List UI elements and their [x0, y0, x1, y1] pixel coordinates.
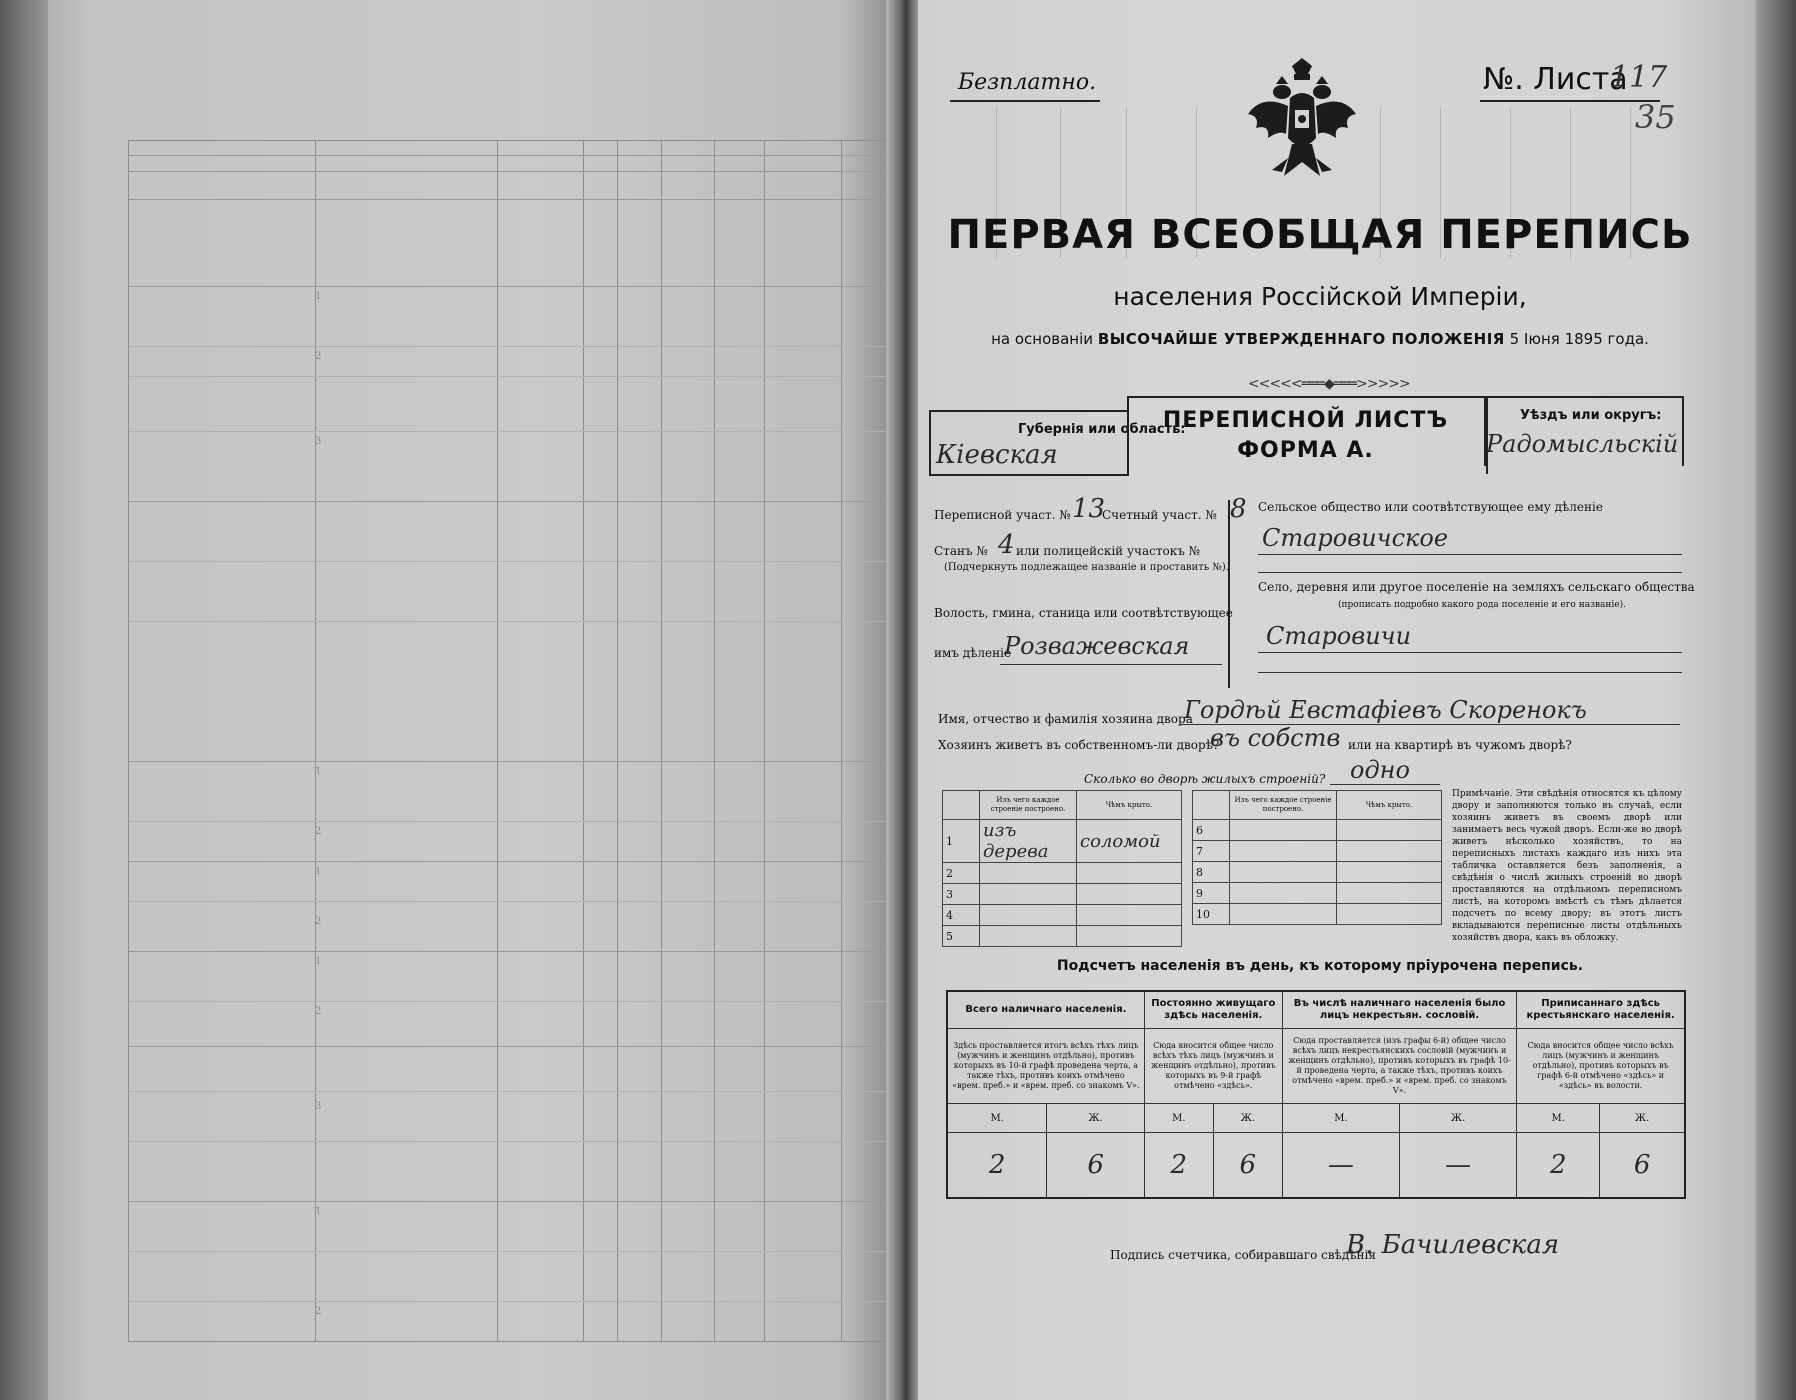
row-number: 2 [315, 1306, 322, 1317]
table-row: 8 [1193, 862, 1442, 883]
sheet-number-handwritten: 117 [1610, 60, 1668, 95]
free-label: Безплатно. [958, 70, 1097, 95]
row-number: 2 [315, 826, 322, 837]
stan-value: 4 [998, 530, 1015, 560]
row-number: 3 [315, 436, 322, 447]
selo-label: Село, деревня или другое поселеніе на земляхъ сельскаго общества [1258, 580, 1695, 594]
count-nonpeasant-m: — [1282, 1133, 1399, 1199]
volost-value: Розважевская [1004, 632, 1190, 660]
stan-suffix: или полицейскій участокъ № [1016, 544, 1201, 558]
stan-label: Станъ № [934, 544, 988, 558]
buildings-label: Сколько во дворѣ жилыхъ строеній? [1084, 772, 1326, 786]
buildings-table-left: Изъ чего каждое строеніе построено. Чѣмъ крыто. 1 изъ дерева соломой 2 3 4 5 [942, 790, 1182, 947]
note-text: Примѣчаніе. Эти свѣдѣнія относятся къ цѣлому двору и заполняются только въ случаѣ, если хозяинъ живетъ въ своемъ дворѣ или занимаетъ весь чужой дворъ. Если-же во дворѣ живетъ нѣсколько хозяйствъ, то на переписныхъ листахъ каждаго изъ нихъ эта табличка оставляется безъ заполненія, а свѣдѣнія о числѣ жилыхъ строеній во дворѣ проставляются на отдѣльномъ переписномъ листѣ, на которомъ вмѣстѣ съ тѣмъ дѣлается подсчетъ по всему двору; въ этотъ листъ вкладываются переписные листы отдѣльныхъ хозяйствъ двора, какъ въ обложку. [1452, 789, 1682, 943]
table-row: 7 [1193, 841, 1442, 862]
count-registered-m: 2 [1517, 1133, 1600, 1199]
double-headed-eagle-emblem [1242, 58, 1362, 188]
right-page-edge [1756, 0, 1796, 1400]
perepis-uch-label: Переписной участ. № [934, 508, 1071, 522]
stan-note: (Подчеркнуть подлежащее названіе и проставить №). [944, 562, 1229, 573]
lives-value: въ собств [1210, 724, 1341, 752]
table-row: 1 изъ дерева соломой [943, 820, 1182, 863]
form-title: ПЕРЕПИСНОЙ ЛИСТЪ ФОРМА А. [1162, 408, 1449, 463]
row-number: 1 [315, 766, 322, 777]
buildings-value: одно [1350, 756, 1410, 784]
row-number: 2 [315, 916, 322, 927]
owner-label: Имя, отчество и фамилія хозяина двора [938, 712, 1193, 726]
table-row: 5 [943, 926, 1182, 947]
volost-label-2: имъ дѣленіе [934, 646, 1012, 660]
gubernia-value: Кіевская [936, 440, 1058, 470]
table-row: 2 [943, 863, 1182, 884]
count-nonpeasant-f: — [1400, 1133, 1517, 1199]
lives-label: Хозяинъ живетъ въ собственномъ-ли дворѣ? [938, 738, 1220, 752]
row-number: 1 [315, 1206, 322, 1217]
ornament-divider: <<<<<═══◆═══>>>>> [1248, 376, 1410, 392]
sheet-number-label: №. Листа [1483, 62, 1628, 97]
obshchestvo-value: Старовичское [1262, 524, 1449, 552]
legal-basis: на основаніи ВЫСОЧАЙШЕ УТВЕРЖДЕННАГО ПОЛОЖЕНІЯ 5 Іюня 1895 года. [991, 330, 1649, 348]
schetny-uch-label: Счетный участ. № [1102, 508, 1217, 522]
left-page-edge [0, 0, 48, 1400]
fields-divider [1228, 500, 1230, 688]
page-title: ПЕРВАЯ ВСЕОБЩАЯ ПЕРЕПИСЬ [947, 212, 1693, 258]
left-page-table [128, 140, 892, 1342]
perepis-uch-value: 13 [1072, 494, 1106, 524]
selo-value: Старовичи [1266, 622, 1412, 650]
table-row: 3 [943, 884, 1182, 905]
row-number: 1 [315, 956, 322, 967]
page-subtitle: населения Россійской Имперіи, [1113, 282, 1527, 311]
count-permanent-f: 6 [1213, 1133, 1282, 1199]
row-number: 1 [315, 291, 322, 302]
sheet-number-handwritten-2: 35 [1635, 98, 1676, 136]
table-row: 6 [1193, 820, 1442, 841]
signature-value: В. Бачилевская [1346, 1230, 1560, 1260]
uezd-label: Уѣздъ или округъ: [1520, 408, 1662, 423]
selo-note: (прописать подробно какого рода поселеніе и его названіе). [1338, 600, 1626, 610]
schetny-uch-value: 8 [1230, 494, 1247, 524]
table-row: 4 [943, 905, 1182, 926]
uezd-value: Радомысльскій [1486, 430, 1679, 458]
gubernia-label: Губернія или область: [1018, 422, 1186, 437]
row-number: 3 [315, 1101, 322, 1112]
obshchestvo-label: Сельское общество или соотвѣтствующее ему дѣленіе [1258, 500, 1603, 514]
table-row: 9 [1193, 883, 1442, 904]
signature-label: Подпись счетчика, собиравшаго свѣдѣнія [1110, 1248, 1376, 1262]
count-permanent-m: 2 [1144, 1133, 1213, 1199]
table-row [947, 1133, 1685, 1199]
count-total-f: 6 [1047, 1133, 1144, 1199]
population-count-table: Всего наличнаго населенія. Постоянно живущаго здѣсь населенія. Въ числѣ наличнаго населенія было лицъ некрестьян. сословій. Приписаннаго здѣсь крестьянскаго населенія. Здѣсь проставляется итогъ всѣхъ тѣхъ лицъ (мужчинъ и женщинъ отдѣльно), противъ которыхъ въ 10-й графѣ проведена черта, а также тѣхъ, противъ коихъ отмѣчено «врем. преб.» и «врем. преб. со знакомъ V». Сюда вносится общее число всѣхъ тѣхъ лицъ (мужчинъ и женщинъ отдѣльно), противъ которыхъ въ 9-й графѣ отмѣчено «здѣсь». Сюда проставляется (изъ графы 6-й) общее число всѣхъ лицъ некрестьянскихъ сословій (мужчинъ и женщинъ отдѣльно), противъ которыхъ въ графѣ 10-й проведена черта, а также тѣхъ, противъ коихъ отмѣчено «врем. преб.» и «врем. преб. со знакомъ V». Сюда вносится общее число всѣхъ лицъ (мужчинъ и женщинъ отдѣльно), противъ которыхъ въ графѣ 6-й отмѣчено «здѣсь» и «здѣсь» въ волости. М. Ж. М. Ж. М. Ж. М. Ж. 2 6 2 6 — — 2 6 [946, 990, 1686, 1199]
count-registered-f: 6 [1600, 1133, 1685, 1199]
row-number: 1 [315, 866, 322, 877]
row-number: 2 [315, 1006, 322, 1017]
volost-label-1: Волость, гмина, станица или соотвѣтствующее [934, 606, 1233, 620]
count-title: Подсчетъ населенія въ день, къ которому пріурочена перепись. [1056, 958, 1584, 974]
left-page [0, 0, 895, 1400]
owner-value: Гордѣй Евстафіевъ Скоренокъ [1184, 696, 1587, 724]
buildings-table-right: Изъ чего каждое строеніе построено. Чѣмъ крыто. 6 7 8 9 10 [1192, 790, 1442, 925]
count-total-m: 2 [947, 1133, 1047, 1199]
table-row: 10 [1193, 904, 1442, 925]
row-number: 2 [315, 351, 322, 362]
lives-suffix: или на квартирѣ въ чужомъ дворѣ? [1348, 738, 1572, 752]
